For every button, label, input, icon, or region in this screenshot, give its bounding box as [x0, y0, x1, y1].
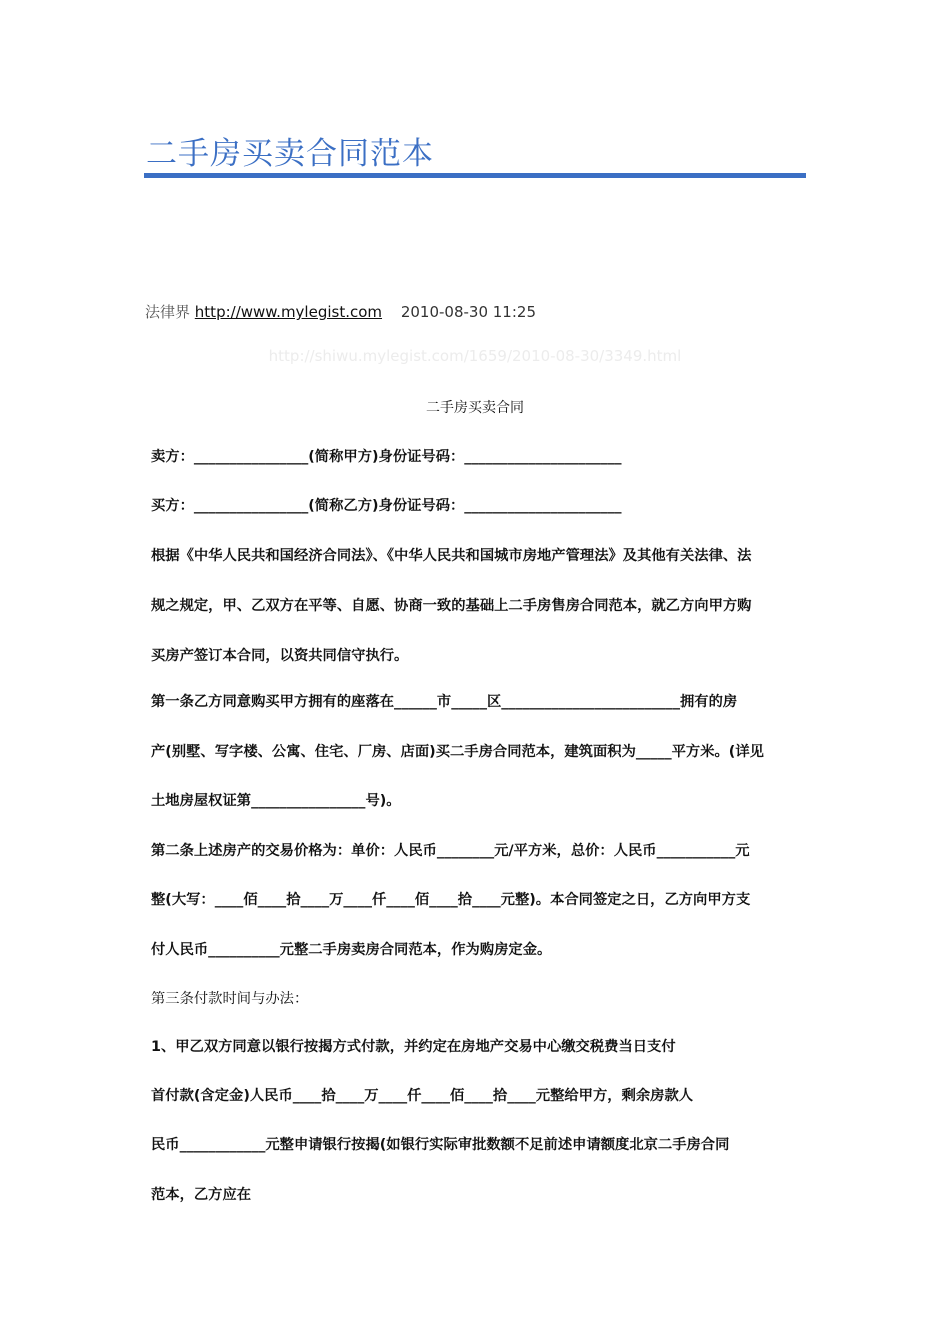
paragraph-line: 根据《中华人民共和国经济合同法》、《中华人民共和国城市房地产管理法》及其他有关法律、法 [151, 548, 752, 564]
article-3-line: 首付款(含定金)人民币____拾____万____仟____佰____拾____元整给甲方，剩余房款人 [151, 1088, 694, 1104]
article-3-line: 1、甲乙双方同意以银行按揭方式付款，并约定在房地产交易中心缴交税费当日支付 [151, 1039, 676, 1055]
title-underline [144, 173, 806, 178]
article-3-line: 范本，乙方应在 [151, 1187, 252, 1203]
article-1-line: 第一条乙方同意购买甲方拥有的座落在______市_____区_________________________拥有的房 [151, 694, 738, 710]
source-name: 法律界 [145, 303, 191, 321]
article-3-line: 民币____________元整申请银行按揭(如银行实际审批数额不足前述申请额度北京二手房合同 [151, 1137, 730, 1153]
publish-date: 2010-08-30 11:25 [400, 303, 536, 321]
article-1-line: 土地房屋权证第________________号)。 [151, 793, 401, 809]
document-title: 二手房买卖合同范本 [146, 136, 434, 172]
buyer-line: 买方：________________(简称乙方)身份证号码：______________________ [151, 498, 622, 514]
paragraph-line: 买房产签订本合同，以资共同信守执行。 [151, 648, 409, 664]
watermark-url: http://shiwu.mylegist.com/1659/2010-08-30/3349.html [268, 347, 682, 365]
article-2-line: 整(大写：____佰____拾____万____仟____佰____拾____元整)。本合同签定之日，乙方向甲方支 [151, 892, 751, 908]
article-1-line: 产(别墅、写字楼、公寓、住宅、厂房、店面)买二手房合同范本，建筑面积为_____平方米。(详见 [151, 744, 764, 760]
seller-line: 卖方：________________(简称甲方)身份证号码：______________________ [151, 449, 622, 465]
paragraph-line: 规之规定，甲、乙双方在平等、自愿、协商一致的基础上二手房售房合同范本，就乙方向甲方购 [151, 598, 752, 614]
article-3-heading: 第三条付款时间与办法： [151, 991, 309, 1007]
source-meta [145, 301, 536, 322]
article-2-line: 第二条上述房产的交易价格为：单价：人民币________元/平方米，总价：人民币___________元 [151, 843, 750, 859]
article-2-line: 付人民币__________元整二手房卖房合同范本，作为购房定金。 [151, 942, 552, 958]
source-link[interactable]: http://www.mylegist.com [194, 303, 383, 321]
contract-title: 二手房买卖合同 [426, 400, 524, 416]
